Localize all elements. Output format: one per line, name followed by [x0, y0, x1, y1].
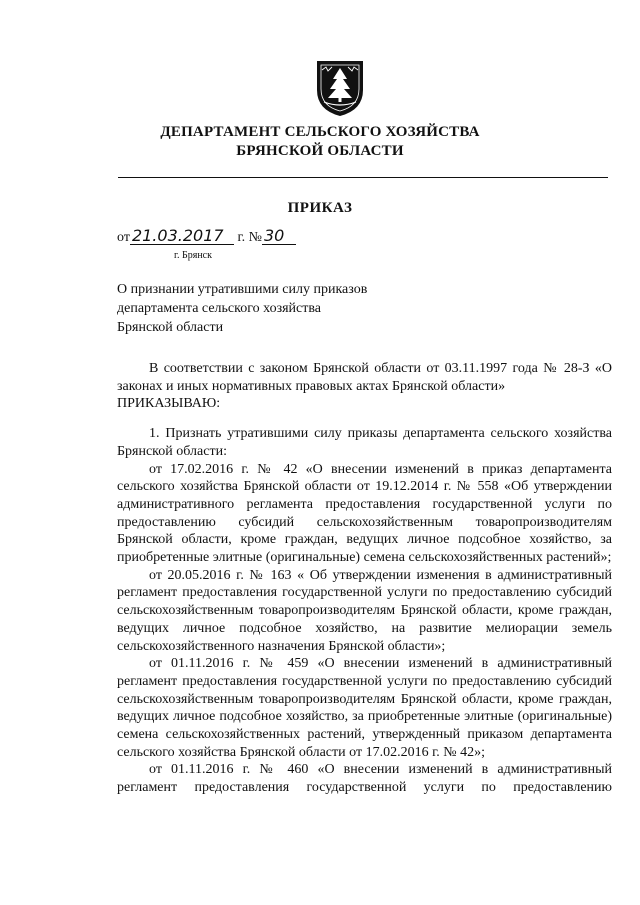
- order-date-number-line: [117, 228, 296, 246]
- year-suffix: г.: [237, 230, 246, 245]
- order-number: 30: [262, 228, 296, 245]
- number-label: №: [248, 230, 262, 245]
- from-label: от: [117, 230, 130, 245]
- preamble-text: В соответствии с законом Брянской области от 03.11.1997 года № 28-З «О законах и иных нормативных правовых актах Брянской области»: [117, 361, 612, 394]
- subject-line: Брянской области: [117, 320, 224, 335]
- repealed-order-item: от 01.11.2016 г. № 460 «О внесении изменений в административный регламент предоставления государственной услуги по предоставлению: [117, 762, 612, 796]
- subject-line: О признании утратившими силу приказов: [117, 282, 368, 297]
- command-text: ПРИКАЗЫВАЮ:: [117, 396, 221, 412]
- item1-intro: 1. Признать утратившими силу приказы департамента сельского хозяйства Брянской области:: [117, 426, 612, 459]
- order-body: [117, 360, 612, 797]
- bryansk-coat-of-arms-icon: [314, 58, 366, 118]
- department-name-line2: БРЯНСКОЙ ОБЛАСТИ: [236, 143, 404, 159]
- order-subject: [117, 280, 417, 337]
- city-label: г. Брянск: [174, 250, 212, 261]
- subject-line: департамента сельского хозяйства: [117, 301, 321, 316]
- order-date: 21.03.2017: [130, 228, 234, 245]
- repealed-order-item: от 01.11.2016 г. № 459 «О внесении изменений в административный регламент предоставления государственной услуги по предоставлению субсидий сельскохозяйственным товаропроизводителям Брянской области, кроме граждан, ведущих личное подсобное хозяйство, за приобретенные элитные (оригинальные) семена сельскохозяйственных растений, утвержденный приказом департамента сельского хозяйства Брянской области от 17.02.2016 г. № 42»;: [117, 656, 612, 760]
- preamble-paragraph: [117, 360, 612, 413]
- repealed-order-item: от 17.02.2016 г. № 42 «О внесении изменений в приказ департамента сельского хозяйства Брянской области от 19.12.2014 г. № 558 «Об утверждении административного регламента предоставления государственной услуги по предоставлению субсидий сельскохозяйственным товаропроизводителям Брянской области, кроме граждан, ведущих личное подсобное хозяйство, за приобретенные элитные (оригинальные) семена сельскохозяйственных растений»;: [117, 461, 612, 566]
- header-divider: [118, 177, 608, 178]
- repealed-order-item: от 20.05.2016 г. № 163 « Об утверждении изменения в административный регламент предоставления государственной услуги по предоставлению субсидий сельскохозяйственным товаропроизводителям Брянской области, кроме граждан, ведущих личное подсобное хозяйство, на развитие мелиорации земель сельскохозяйственного назначения Брянской области»;: [117, 567, 612, 654]
- order-title: ПРИКАЗ: [287, 200, 353, 216]
- department-name-line1: ДЕПАРТАМЕНТ СЕЛЬСКОГО ХОЗЯЙСТВА: [160, 124, 480, 140]
